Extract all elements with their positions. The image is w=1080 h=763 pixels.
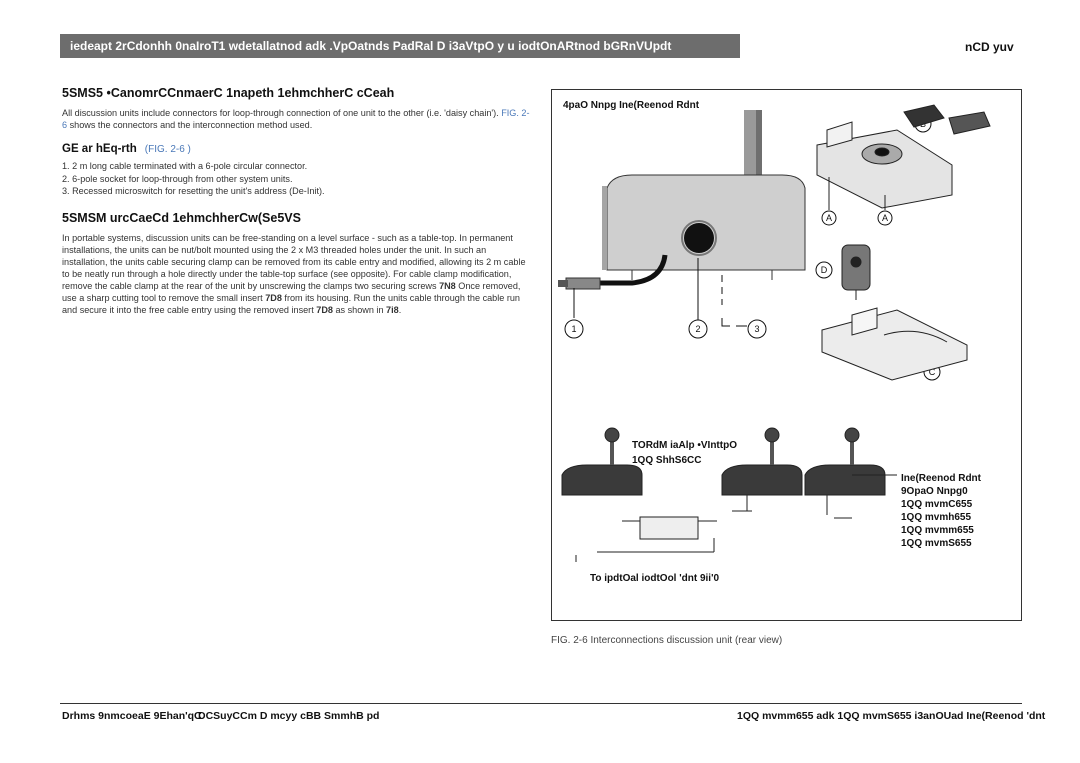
ext-label-2: 1QQ ShhS6CC <box>632 455 702 466</box>
callout-3: 3 <box>754 324 760 334</box>
para-text: . <box>398 305 402 315</box>
header-bar <box>60 34 740 58</box>
figure-frame <box>551 89 1022 621</box>
para-text: from its housing. Run the units cable through the cable run and secure it into the free cable entry using the removed insert <box>62 293 520 315</box>
figure-caption: FIG. 2-6 Interconnections discussion unit (rear view) <box>551 635 783 646</box>
section-2-paragraph <box>62 232 532 316</box>
right-label-4: 1QQ mvmm655 <box>901 525 974 536</box>
discussion-unit-rear-illustration <box>558 110 805 289</box>
right-label-3: 1QQ mvmh655 <box>901 512 972 523</box>
feature-list <box>62 160 532 198</box>
insert-d-illustration <box>842 245 870 300</box>
footer-right: 1QQ mvmm655 adk 1QQ mvmS655 i3anOUad Ine(Reenod 'dnt <box>737 710 1046 722</box>
figure-top-label: 4paO Nnpg Ine(Reenod Rdnt <box>563 100 700 111</box>
cable-clamp-exploded-top <box>817 105 990 210</box>
callout-a-right: A <box>881 213 889 223</box>
right-label-0: Ine(Reenod Rdnt <box>901 473 981 484</box>
ref-marker: 7N8 <box>439 281 456 291</box>
footer-divider <box>60 703 1022 704</box>
bottom-label: To ipdtOal iodtOol 'dnt 9ii'0 <box>590 573 720 584</box>
subheading-text: GE ar hEq-rth <box>62 143 137 155</box>
callout-2: 2 <box>695 324 701 334</box>
callout-1: 1 <box>571 324 577 334</box>
figure-link[interactable]: FIG. 2-6 <box>62 108 530 130</box>
callout-c: C <box>928 367 936 377</box>
para-text-a: All discussion units include connectors for loop-through connection of one unit to the other (i.e. 'daisy chain'). <box>62 108 502 118</box>
list-item: 2. 6-pole socket for loop-through from other system units. <box>62 173 293 184</box>
cable-clamp-lower <box>822 308 967 380</box>
subheading-figure-link[interactable]: (FIG. 2-6 ) <box>144 144 191 155</box>
ext-label-1: TORdM iaAlp •VInttpO <box>632 440 737 451</box>
right-label-1: 9OpaO Nnpg0 <box>901 486 968 497</box>
footer-left: Drhms 9nmcoeaE 9Ehan'qC <box>62 710 202 722</box>
callout-a-left: A <box>825 213 833 223</box>
list-item: 3. Recessed microswitch for resetting the unit's address (De-Init). <box>62 186 325 196</box>
para-text: In portable systems, discussion units can be free-standing on a level surface - such as a table-top. In permanent installations, the units can be nut/bolt mounted using the 2 x M3 threaded holes under the unit. In such an installation, the units cable securing clamp can be removed from its cable entry and modified, allowing its 2 m cable to be neatly run through a hole directly under the table-top surface (see opposite). For cable clamp modification, remove the cable clamp at the rear of the unit by unscrewing the clamps two securing screws <box>62 233 526 291</box>
footer-left-2: DCSuyCCm D mcyy cBB SmmhB pd <box>198 710 380 722</box>
header-title: iedeapt 2rCdonhh 0naIroT1 wdetallatnod adk .VpOatnds PadRal D i3aVtpO y u iodtOnARtnod bGRnVUpdt <box>70 39 672 53</box>
ref-marker: 7D8 <box>265 293 282 303</box>
section-heading-2: 5SMSM urcCaeCd 1ehmchherCw(Se5VS <box>62 211 301 225</box>
para-text: as shown in <box>332 305 387 315</box>
callout-d: D <box>820 265 828 275</box>
para-text: Once removed, use a sharp cutting tool to remove the small insert <box>62 281 521 303</box>
section-heading-1: 5SMS5 •CanomrCCnmaerC 1napeth 1ehmchherC cCeah <box>62 86 395 100</box>
header-right: nCD yuv <box>965 40 1014 54</box>
section-1-paragraph <box>62 107 532 131</box>
list-item: 1. 2 m long cable terminated with a 6-pole circular connector. <box>62 161 308 171</box>
ref-marker: 7D8 <box>316 305 333 315</box>
right-label-5: 1QQ mvmS655 <box>901 538 972 549</box>
right-label-2: 1QQ mvmC655 <box>901 499 973 510</box>
subheading <box>62 143 191 155</box>
para-text-b: shows the connectors and the interconnection method used. <box>67 120 313 130</box>
ref-marker: 7i8 <box>386 305 399 315</box>
